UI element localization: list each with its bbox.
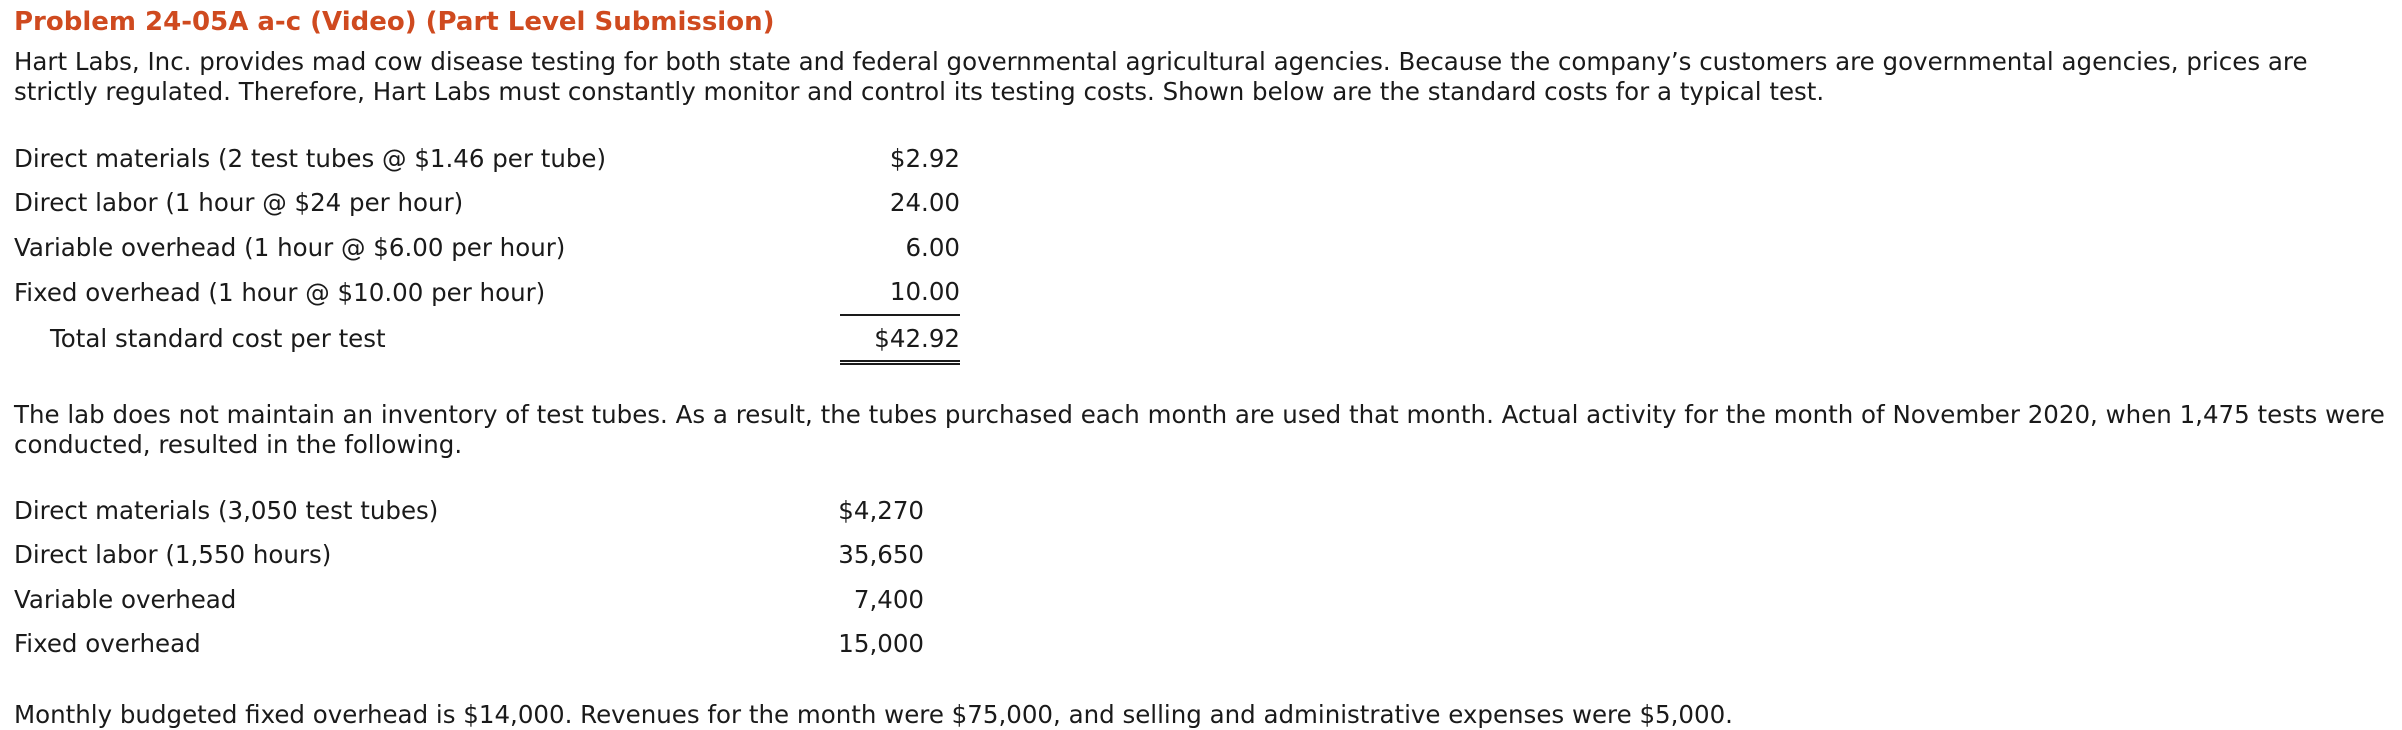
standard-cost-table: [14, 136, 960, 365]
total-amount: $42.92: [840, 315, 960, 363]
cost-amount: $4,270: [838, 495, 924, 525]
cost-label: Fixed overhead (1 hour @ $10.00 per hour): [14, 277, 546, 307]
actual-cost-table: [14, 488, 924, 666]
total-row: [14, 315, 960, 363]
cost-label: Direct labor (1,550 hours): [14, 540, 332, 570]
table-row: [14, 577, 924, 622]
cost-label: Direct materials (2 test tubes @ $1.46 per tube): [14, 143, 607, 173]
intro-paragraph: Hart Labs, Inc. provides mad cow disease testing for both state and federal governmental agricultural agencies. Because the company’s customers are governmental agencies, prices are strictly regulated. Therefore, Hart Labs must constantly monitor and control its testing costs. Shown below are the standard costs for a typical test.: [14, 47, 2308, 106]
cost-label: Direct materials (3,050 test tubes): [14, 495, 439, 525]
activity-paragraph: The lab does not maintain an inventory of test tubes. As a result, the tubes purchased each month are used that month. Actual activity for the month of November 2020, when 1,475 tests were conducted, resulted in the following.: [14, 400, 2385, 459]
cost-amount: 15,000: [838, 629, 924, 659]
cost-amount: 6.00: [905, 232, 960, 262]
problem-title: Problem 24-05A a-c (Video) (Part Level Submission): [14, 7, 775, 37]
table-row: [14, 622, 924, 667]
cost-amount: 24.00: [889, 188, 960, 218]
cost-label: Variable overhead: [14, 584, 237, 614]
cost-amount: 10.00: [889, 277, 960, 307]
cost-label: Fixed overhead: [14, 629, 201, 659]
table-row: [14, 181, 960, 226]
cost-label: Variable overhead (1 hour @ $6.00 per hour): [14, 232, 566, 262]
cost-amount: $2.92: [889, 143, 960, 173]
cost-amount: 7,400: [853, 584, 924, 614]
table-row: [14, 270, 960, 316]
cost-amount: 35,650: [838, 540, 924, 570]
table-row: [14, 488, 924, 533]
total-label: Total standard cost per test: [50, 324, 386, 354]
closing-paragraph: Monthly budgeted fixed overhead is $14,000. Revenues for the month were $75,000, and selling and administrative expenses were $5,000.: [14, 700, 1733, 729]
table-row: [14, 533, 924, 578]
table-row: [14, 225, 960, 270]
table-row: [14, 136, 960, 181]
cost-label: Direct labor (1 hour @ $24 per hour): [14, 188, 464, 218]
